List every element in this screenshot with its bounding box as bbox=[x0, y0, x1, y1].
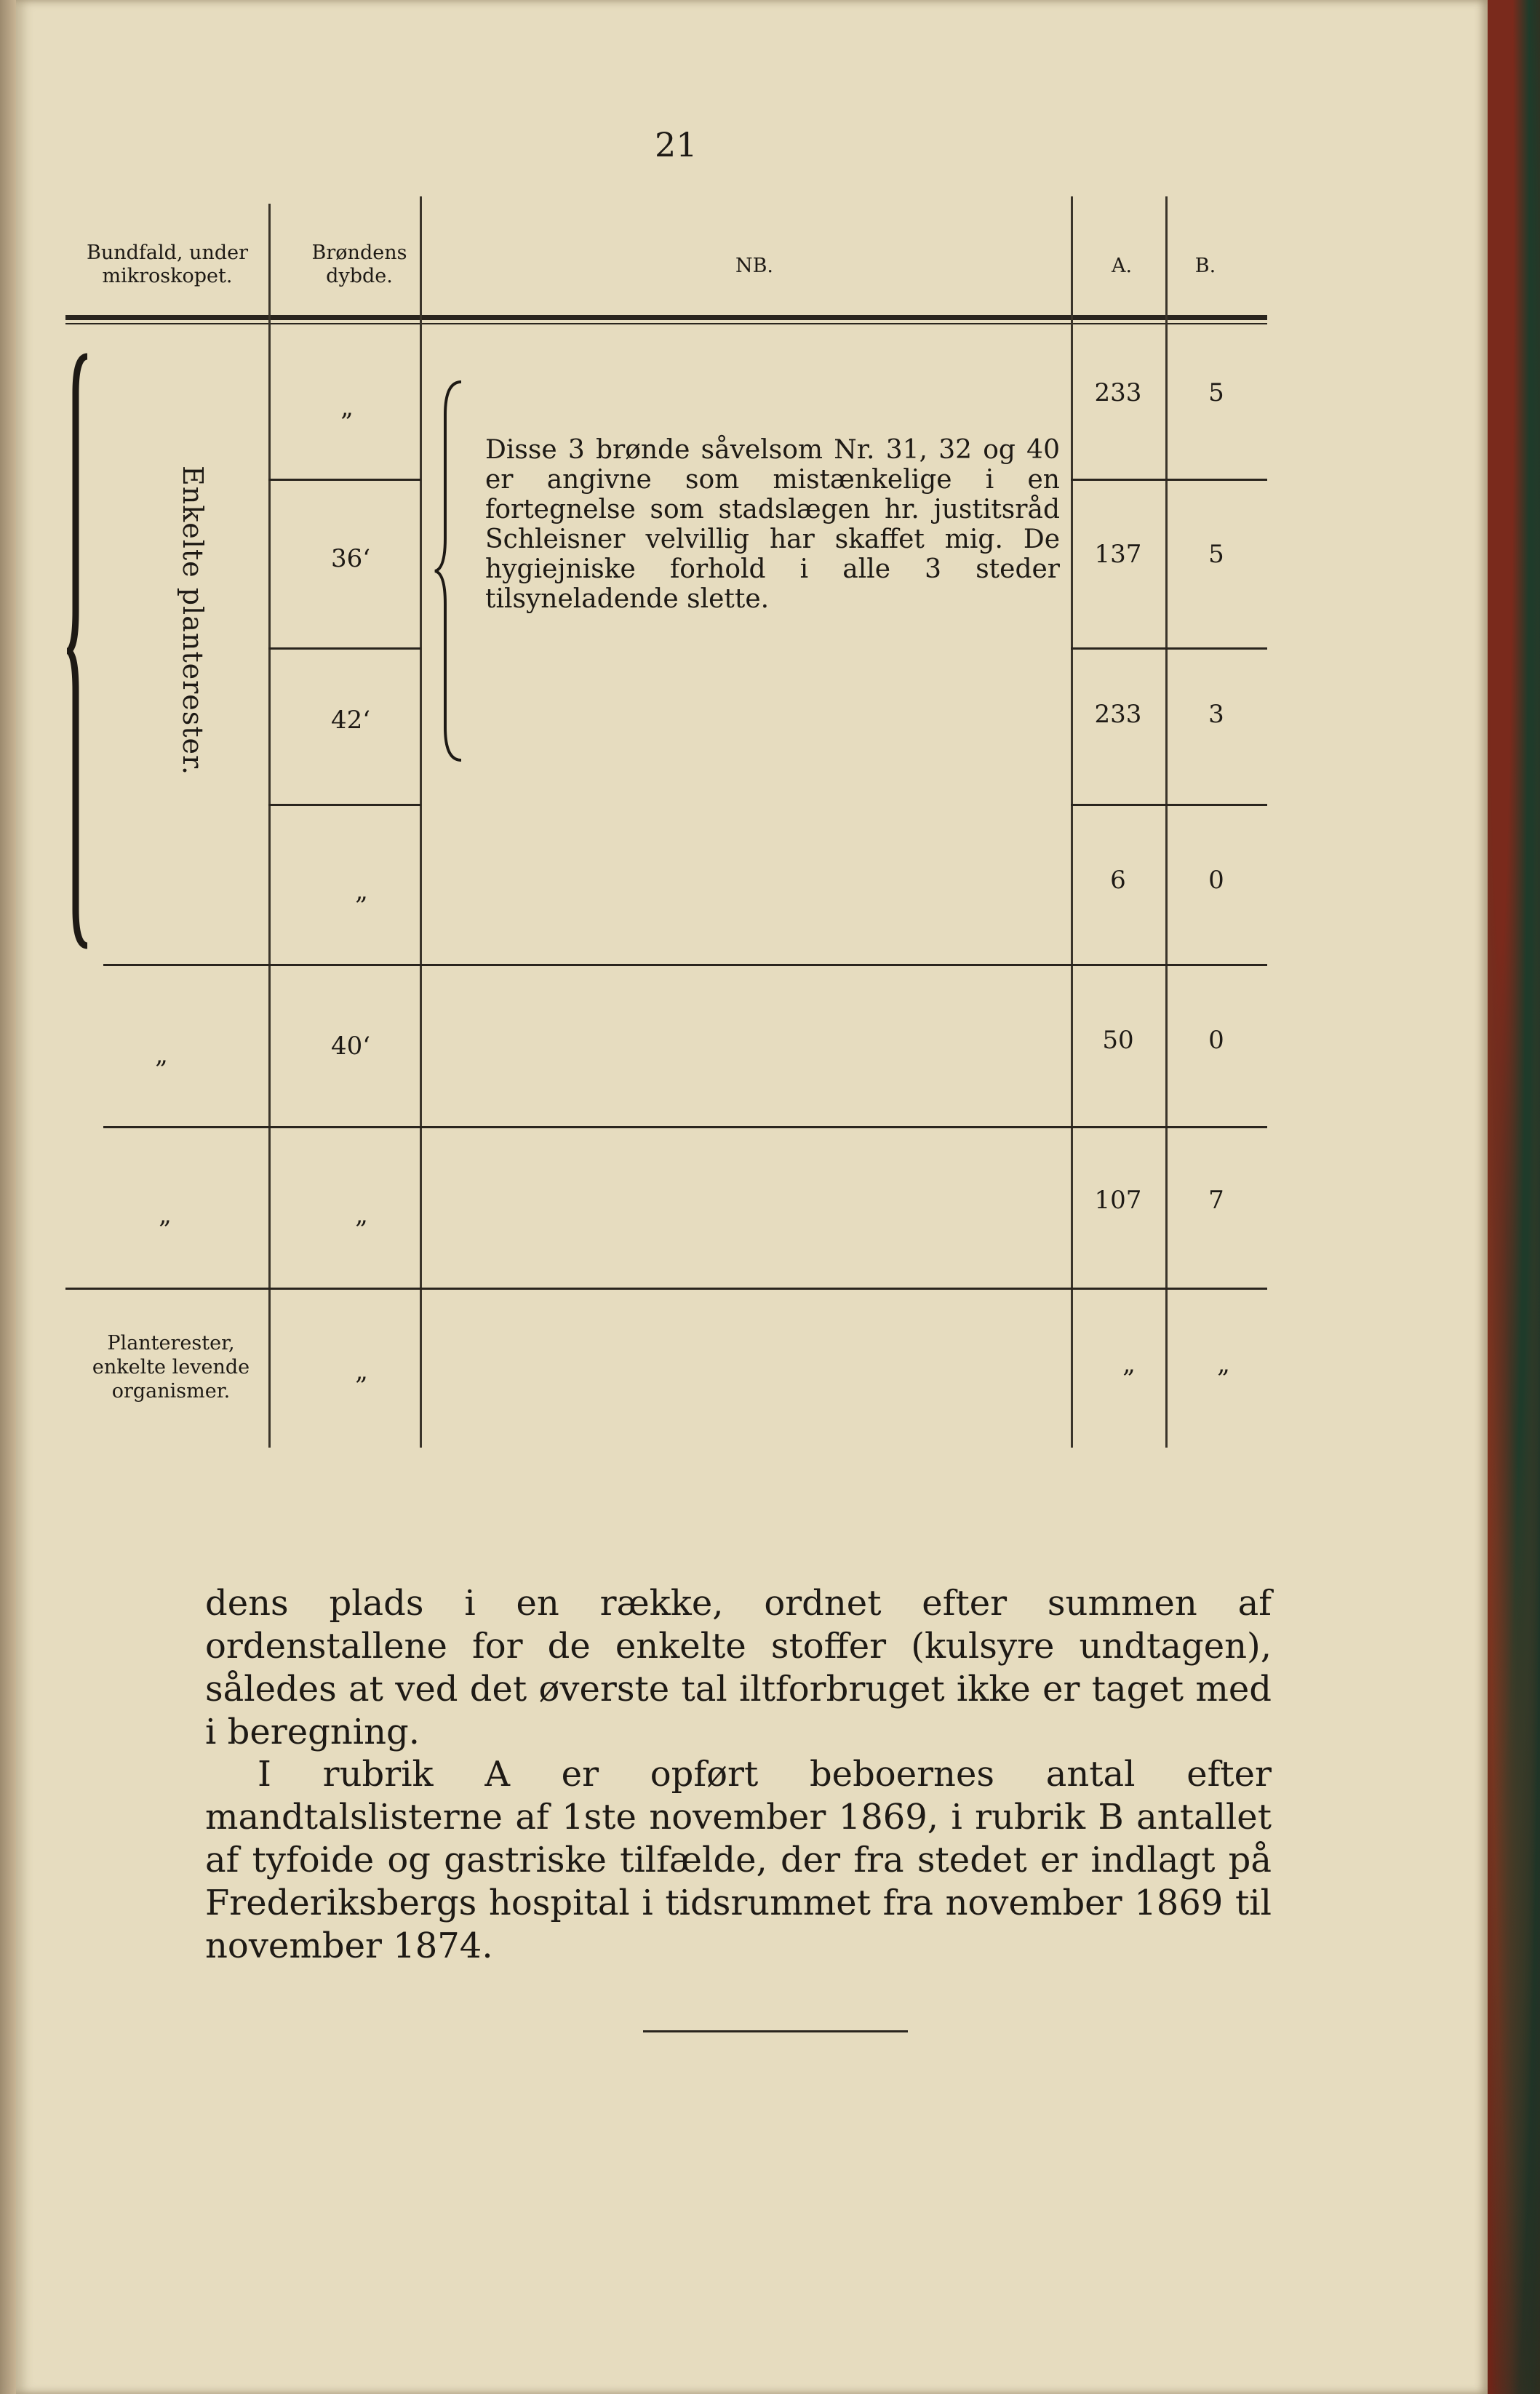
cell-a: 6 bbox=[1110, 866, 1126, 895]
cell-b: 0 bbox=[1208, 1026, 1224, 1055]
row-rule bbox=[65, 1288, 1267, 1290]
nb-brace bbox=[432, 378, 468, 764]
cell-a: 107 bbox=[1094, 1186, 1142, 1215]
row-rule bbox=[268, 804, 421, 806]
cell-dybde: „ bbox=[340, 393, 354, 422]
header-b: B. bbox=[1194, 255, 1216, 277]
section-rule bbox=[643, 2030, 908, 2032]
row-rule bbox=[103, 964, 1267, 966]
column-divider bbox=[268, 204, 271, 1448]
paragraph-rubrik: I rubrik A er opført beboernes antal efter mandtalslisterne af 1ste november 1869, i rubrik B antallet af tyfoide og gastriske tilfælde, der fra stedet er indlagt på Frederiksbergs hospital i tidsrummet fra november 1869 til november 1874. bbox=[205, 1754, 1272, 1966]
cell-dybde: „ bbox=[355, 1357, 368, 1386]
column-divider bbox=[420, 196, 422, 1448]
header-dybde: Brøndens dybde. bbox=[311, 242, 407, 287]
header-rule-thin bbox=[65, 323, 1267, 324]
column-divider bbox=[1071, 196, 1073, 1448]
cell-a: 233 bbox=[1094, 700, 1142, 729]
column-divider bbox=[1165, 196, 1168, 1448]
row-rule bbox=[1071, 804, 1267, 806]
header-bundfald: Bundfald, under mikroskopet. bbox=[86, 242, 249, 287]
cell-a: 233 bbox=[1094, 378, 1142, 407]
cell-b: 0 bbox=[1208, 866, 1224, 895]
header-nb: NB. bbox=[735, 255, 774, 277]
cell-a: 50 bbox=[1102, 1026, 1134, 1055]
header-a: A. bbox=[1111, 255, 1133, 277]
paragraph-continuation: dens plads i en række, ordnet efter summen af ordenstallene for de enkelte stoffer (kulsyre undtagen), således at ved det øverste tal iltforbruget ikke er taget med i beregning. bbox=[205, 1583, 1272, 1752]
nb-note: Disse 3 brønde såvelsom Nr. 31, 32 og 40 er angivne som mistænkelige i en fortegnelse som stadslægen hr. justitsråd Schleisner velvillig har skaffet mig. De hygiejniske forhold i alle 3 steder tilsyneladende slette. bbox=[485, 435, 1060, 614]
cell-b: „ bbox=[1217, 1349, 1230, 1378]
cell-dybde: 40‘ bbox=[330, 1032, 371, 1061]
row-rule bbox=[103, 1126, 1267, 1128]
cell-b: 7 bbox=[1208, 1186, 1224, 1215]
cell-a: „ bbox=[1122, 1349, 1136, 1378]
cell-dybde: „ bbox=[355, 877, 368, 906]
header-rule bbox=[65, 315, 1267, 320]
cell-b: 3 bbox=[1208, 700, 1224, 729]
cell-b: 5 bbox=[1208, 378, 1224, 407]
cell-b: 5 bbox=[1208, 540, 1224, 569]
row-rule bbox=[268, 647, 421, 650]
book-spine-edge bbox=[0, 0, 16, 2394]
cell-bundfald: „ bbox=[159, 1200, 172, 1229]
cell-a: 137 bbox=[1094, 540, 1142, 569]
cell-bundfald: Planterester, enkelte levende organismer. bbox=[92, 1332, 250, 1403]
group-brace bbox=[67, 349, 103, 953]
cell-dybde: 42‘ bbox=[330, 706, 371, 735]
book-page bbox=[16, 0, 1488, 2394]
page-number: 21 bbox=[655, 125, 698, 164]
show-through-texture bbox=[743, 218, 1540, 1091]
group-label: Enkelte planterester. bbox=[177, 466, 209, 776]
cell-bundfald: „ bbox=[155, 1040, 168, 1069]
cell-dybde: 36‘ bbox=[330, 544, 371, 573]
row-rule bbox=[268, 479, 421, 481]
row-rule bbox=[1071, 647, 1267, 650]
cell-dybde: „ bbox=[355, 1200, 368, 1229]
row-rule bbox=[1071, 479, 1267, 481]
